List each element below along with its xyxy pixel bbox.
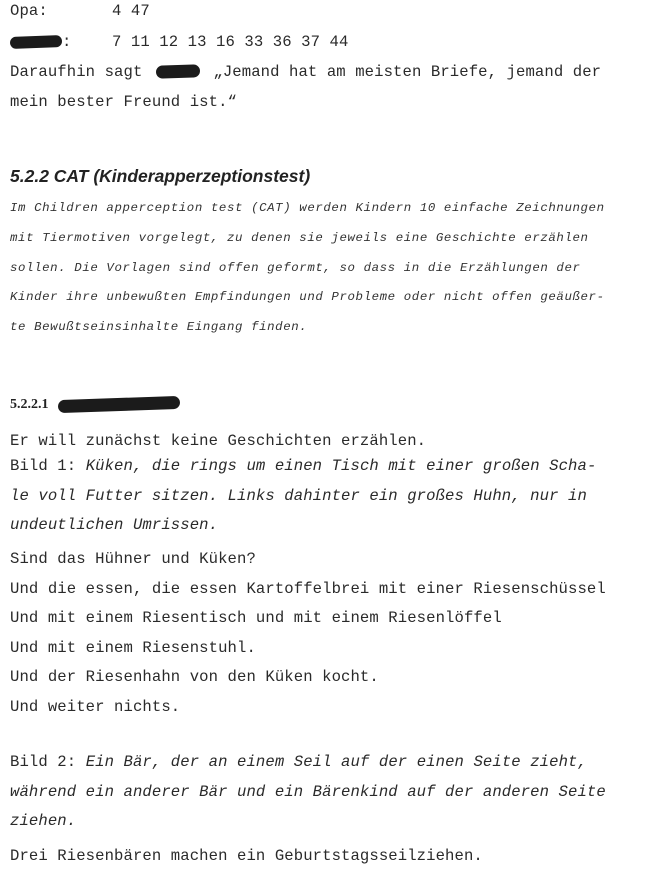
bild1-description: undeutlichen Umrissen. [10, 516, 219, 534]
bild1-answer-line: Und die essen, die essen Kartoffelbrei mit einer Riesenschüssel [10, 580, 606, 598]
paragraph-line: mit Tiermotiven vorgelegt, zu denen sie jeweils eine Geschichte erzählen [10, 231, 589, 245]
bild2-description: während ein anderer Bär und ein Bärenkind auf der anderen Seite [10, 783, 606, 801]
bild2-label: Bild 2: [10, 753, 77, 771]
redacted-name [10, 35, 62, 49]
subsection-number: 5.2.2.1 [10, 397, 49, 412]
intro-line-1 [10, 63, 601, 81]
intro-line-2: mein bester Freund ist.“ [10, 93, 237, 111]
bild1-line-1 [10, 457, 596, 475]
bild2-line-1 [10, 753, 587, 771]
score-values-opa: 4 47 [112, 2, 150, 20]
bild1-answer-line: Und mit einem Riesentisch und mit einem Riesenlöffel [10, 609, 502, 627]
bild2-description: ziehen. [10, 812, 77, 830]
intro-quote: „Jemand hat am meisten Briefe, jemand der [213, 63, 602, 81]
score-row-opa [10, 2, 48, 20]
bild1-answer-line: Und mit einem Riesenstuhl. [10, 639, 256, 657]
redacted-name [156, 65, 200, 80]
redacted-name [58, 396, 180, 413]
bild1-description: Küken, die rings um einen Tisch mit einer großen Scha- [85, 457, 597, 475]
score-label-child: : [62, 33, 72, 51]
bild2-description: Ein Bär, der an einem Seil auf der einen Seite zieht, [85, 753, 587, 771]
bild1-answer-line: Und der Riesenhahn von den Küken kocht. [10, 668, 379, 686]
bild1-description: le voll Futter sitzen. Links dahinter ein großes Huhn, nur in [10, 487, 587, 505]
bild1-answer-line: Und weiter nichts. [10, 698, 181, 716]
paragraph-line: sollen. Die Vorlagen sind offen geformt, so dass in die Erzählungen der [10, 261, 581, 275]
story-intro: Er will zunächst keine Geschichten erzählen. [10, 432, 427, 450]
subsection-heading [10, 397, 180, 413]
paragraph-line: Kinder ihre unbewußten Empfindungen und Probleme oder nicht offen geäußer- [10, 290, 605, 304]
score-values-child: 7 11 12 13 16 33 36 37 44 [112, 33, 349, 51]
bild2-answer: Drei Riesenbären machen ein Geburtstagsseilziehen. [10, 847, 483, 865]
intro-prefix: Daraufhin sagt [10, 63, 143, 81]
score-row-child [10, 33, 71, 51]
section-heading: 5.2.2 CAT (Kinderapperzeptionstest) [10, 166, 311, 186]
paragraph-line: Im Children apperception test (CAT) werden Kindern 10 einfache Zeichnungen [10, 201, 605, 215]
bild1-answer-line: Sind das Hühner und Küken? [10, 550, 256, 568]
bild1-label: Bild 1: [10, 457, 77, 475]
paragraph-line: te Bewußtseinsinhalte Eingang finden. [10, 320, 308, 334]
score-label-opa: Opa: [10, 2, 48, 20]
